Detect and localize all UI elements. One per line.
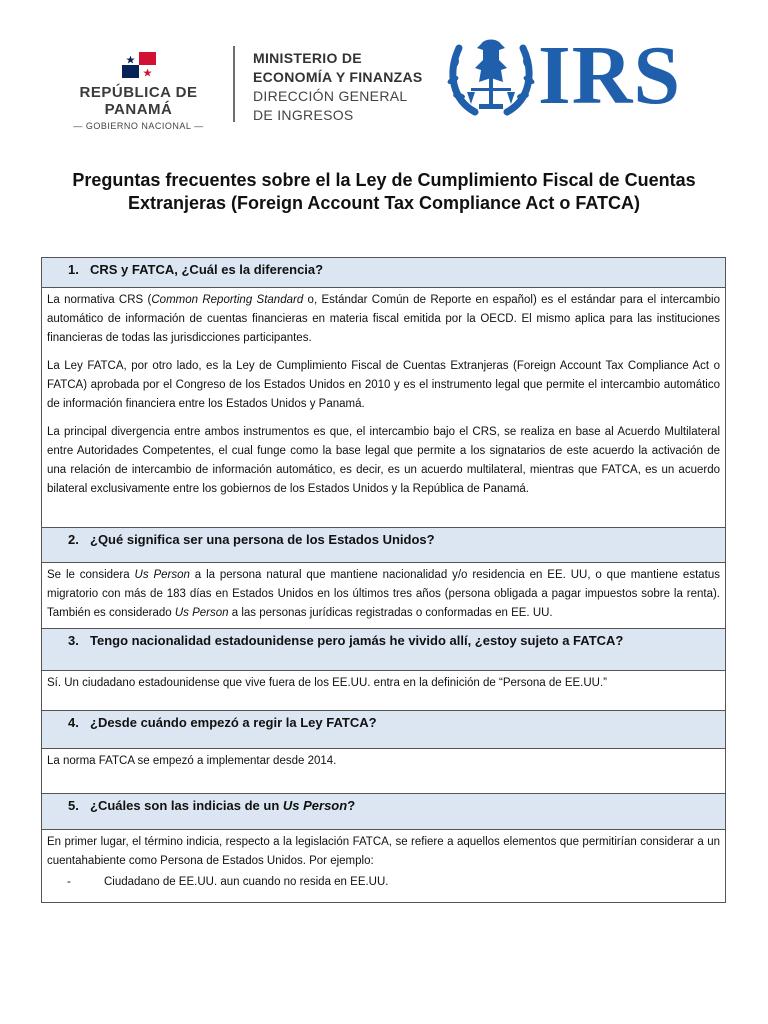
- header-divider: [233, 46, 235, 122]
- faq-table: [41, 257, 726, 903]
- irs-wordmark: IRS: [538, 29, 682, 122]
- faq-answer-5: [42, 830, 725, 902]
- answer-paragraph: La norma FATCA se empezó a implementar desde 2014.: [47, 755, 337, 767]
- faq-question-3: [42, 629, 725, 671]
- answer-text: o, Estándar Común de Reporte en español) es el estándar para el intercambio automático de información de cuentas financieras en materia fiscal emitida por la OECD. El mismo aplica para las instituciones financieras de todas las jurisdicciones participantes.: [47, 294, 720, 344]
- faq-question-5: [42, 794, 725, 830]
- irs-logo: [445, 29, 700, 122]
- faq-answer-4: [42, 749, 725, 794]
- question-text: ¿Qué significa ser una persona de los Estados Unidos?: [90, 532, 435, 547]
- ministry-line-3: DIRECCIÓN GENERAL: [253, 88, 408, 104]
- question-number: 1.: [68, 262, 79, 277]
- panama-flag-icon: [122, 52, 156, 78]
- answer-paragraph: La Ley FATCA, por otro lado, es la Ley de Cumplimiento Fiscal de Cuentas Extranjeras (Foreign Account Tax Compliance Act o FATCA) aprobada por el Congreso de los Estados Unidos en 2010 y es el instrumento legal que permite el intercambio automático de información financiera entre los Estados Unidos y Panamá.: [47, 360, 720, 410]
- question-number: 4.: [68, 715, 79, 730]
- question-text: ?: [347, 798, 356, 813]
- ministry-line-1: MINISTERIO DE: [253, 50, 362, 66]
- answer-paragraph: [47, 291, 720, 348]
- answer-emphasis: Us Person: [134, 569, 190, 581]
- answer-paragraph: Sí. Un ciudadano estadounidense que vive fuera de los EE.UU. entra en la definición de “Persona de EE.UU.”: [47, 677, 608, 689]
- answer-emphasis: Common Reporting Standard: [151, 294, 304, 306]
- panama-title: REPÚBLICA DE PANAMÁ: [79, 84, 198, 118]
- ministry-logo-text: [253, 49, 423, 125]
- list-item: [47, 873, 720, 892]
- question-text: ¿Cuáles son las indicias de un: [90, 798, 283, 813]
- faq-answer-2: [42, 563, 725, 629]
- question-text: Tengo nacionalidad estadounidense pero jamás he vivido allí, ¿estoy sujeto a FATCA?: [90, 633, 624, 648]
- answer-text: a la persona natural que mantiene nacionalidad y/o residencia en EE. UU, o que mantiene estatus migratorio con más de 183 días en Estados Unidos en los últimos tres años (persona obligada a pagar impuestos sobre la renta). También es considerado: [47, 569, 721, 619]
- page-title: Preguntas frecuentes sobre el la Ley de Cumplimiento Fiscal de Cuentas Extranjeras (Foreign Account Tax Compliance Act o FATCA): [72, 170, 696, 213]
- faq-answer-3: [42, 671, 725, 711]
- question-number: 5.: [68, 798, 79, 813]
- faq-question-4: [42, 711, 725, 749]
- question-text: CRS y FATCA, ¿Cuál es la diferencia?: [90, 262, 324, 277]
- faq-question-2: [42, 528, 725, 563]
- ministry-line-2: ECONOMÍA Y FINANZAS: [253, 69, 423, 85]
- panama-subtitle: — GOBIERNO NACIONAL —: [73, 121, 204, 131]
- list-bullet: -: [67, 876, 71, 888]
- answer-emphasis: Us Person: [174, 607, 229, 619]
- answer-paragraph: La principal divergencia entre ambos instrumentos es que, el intercambio bajo el CRS, se realiza en base al Acuerdo Multilateral entre Autoridades Competentes, el cual funge como la base legal que permite a los signatarios de este acuerdo la activación de una relación de intercambio de información automático, es decir, es un acuerdo multilateral, mientras que FATCA, es un acuerdo bilateral exclusivamente entre los gobiernos de los Estados Unidos y la República de Panamá.: [47, 426, 720, 495]
- panama-government-logo: [46, 52, 231, 131]
- answer-text: Se le considera: [47, 569, 135, 581]
- faq-question-1: [42, 258, 725, 288]
- ministry-line-4: DE INGRESOS: [253, 107, 354, 123]
- question-number: 2.: [68, 532, 79, 547]
- irs-eagle-emblem-icon: [445, 34, 537, 122]
- question-emphasis: Us Person: [282, 798, 348, 813]
- list-item-text: Ciudadano de EE.UU. aun cuando no resida en EE.UU.: [104, 876, 389, 888]
- document-header: [40, 30, 730, 130]
- question-number: 3.: [68, 633, 79, 648]
- answer-text: a las personas jurídicas registradas o conformadas en EE. UU.: [228, 607, 553, 619]
- answer-paragraph: En primer lugar, el término indicia, respecto a la legislación FATCA, se refiere a aquellos elementos que permitirían considerar a un cuentahabiente como Persona de Estados Unidos. Por ejemplo:: [47, 836, 720, 867]
- question-text: ¿Desde cuándo empezó a regir la Ley FATCA?: [90, 715, 377, 730]
- faq-answer-1: [42, 288, 725, 528]
- answer-paragraph: [47, 566, 720, 623]
- answer-text: La normativa CRS (: [47, 294, 152, 306]
